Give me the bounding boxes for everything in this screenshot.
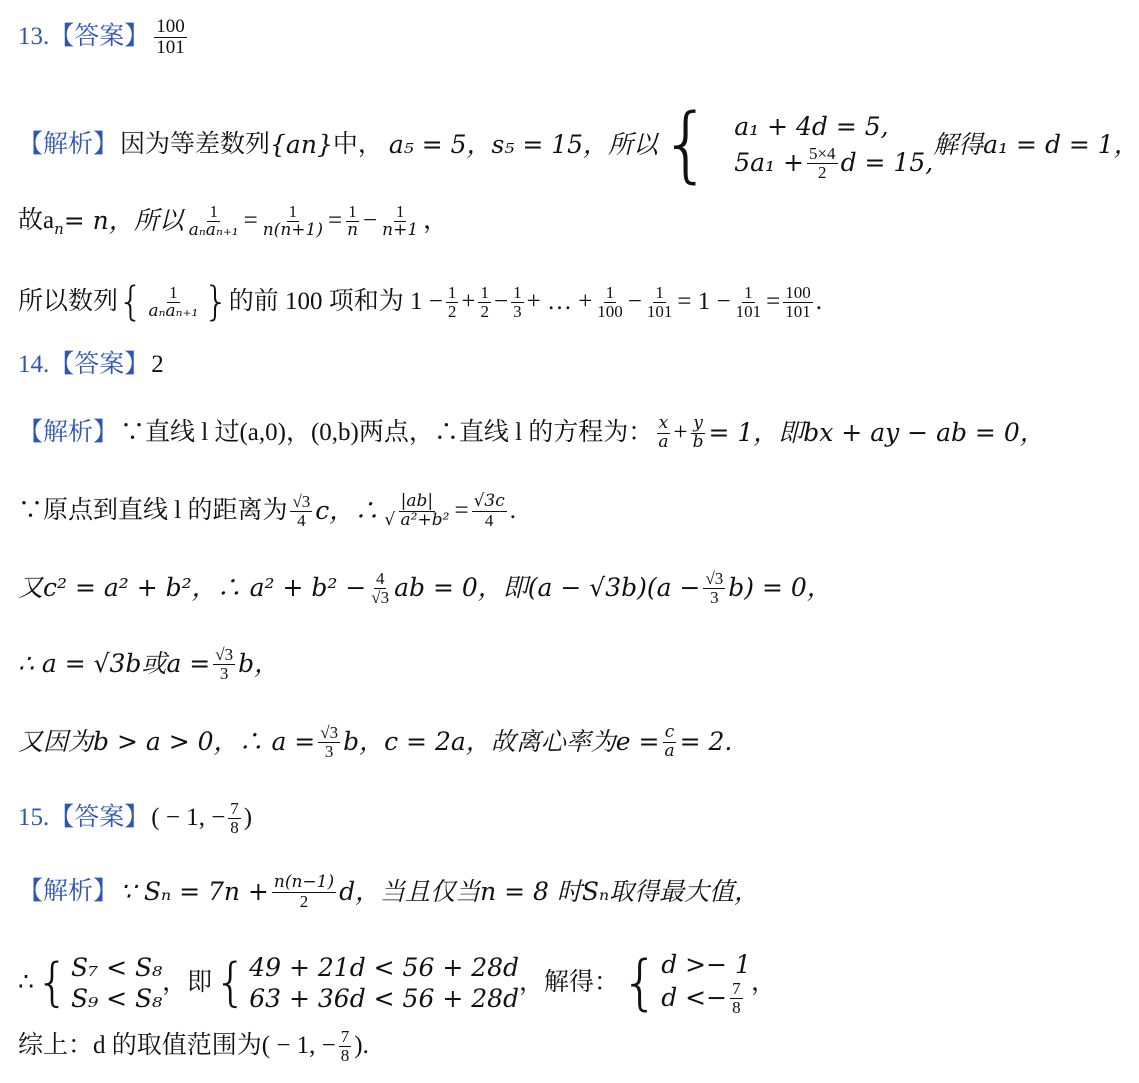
equals: = (327, 207, 343, 235)
text: b) = 0， (728, 573, 832, 603)
right-brace-icon: } (203, 279, 229, 325)
fraction: $\frac{1}{n+1}$ (382, 202, 419, 240)
text: ). (354, 1032, 369, 1060)
solution: 解得a₁ = d = 1， (933, 130, 1139, 159)
fraction: $\frac{1}{100}$ (597, 282, 623, 321)
inequality: S₉ < S₈ (71, 984, 163, 1014)
text: 的前 100 项和为 1 − (228, 288, 443, 315)
period: . (815, 288, 822, 315)
question-number: 14. (18, 351, 50, 378)
text: c，∴ (315, 496, 380, 526)
q14-line-5 (18, 724, 732, 761)
equation: a₁ + 4d = 5, (734, 111, 889, 141)
text: d，当且仅当n = 8 时Sₙ取得最大值， (339, 877, 760, 907)
fraction: $\frac{1}{n}$ (347, 202, 359, 240)
answer-tag: 【答案】 (49, 23, 150, 51)
inequality-system (71, 952, 162, 1015)
text: 又c² = a² + b²，∴ a² + b² − (18, 573, 367, 603)
answer-value: 2 (151, 351, 164, 378)
fraction: $\frac{1}{\text{aₙaₙ₊₁}}$ (148, 282, 199, 321)
text: b， (238, 649, 280, 679)
equation: 5a₁ + (734, 148, 804, 177)
answer-tag: 【答案】 (49, 804, 150, 832)
q14-line-2 (18, 493, 516, 530)
fraction: $\frac{x}{a}$ (658, 413, 669, 452)
equals: = (243, 207, 258, 235)
analysis-tag: 【解析】 (18, 419, 119, 447)
question-number: 15. (18, 804, 50, 832)
fraction: $\frac{7}{8}$ (230, 799, 239, 837)
math: a₅ = 5，s₅ = 15，所以 (388, 130, 659, 159)
minus: − (627, 288, 642, 315)
equals: = (454, 497, 469, 525)
left-brace-icon: { (660, 97, 713, 192)
q13-line-3 (18, 279, 822, 325)
fraction: $\frac{y}{b}$ (692, 413, 704, 452)
plus: + (461, 288, 476, 315)
q14-line-3 (18, 570, 832, 607)
q15-summary-line (18, 1028, 369, 1065)
fraction: $\frac{|ab|}{\text{√ a²+b²}}$ (384, 491, 450, 530)
text: 中， (332, 131, 383, 158)
analysis-tag: 【解析】 (18, 131, 119, 158)
equals: = (766, 288, 781, 315)
fraction: $\frac{√3}{3}$ (320, 723, 339, 761)
fraction: $\frac{1}{3}$ (513, 282, 522, 321)
answer-tag: 【答案】 (49, 351, 150, 378)
period: . (509, 497, 516, 525)
text: 所以数列 (18, 288, 119, 315)
text: ∵原点到直线 l 的距离为 (18, 497, 288, 525)
left-brace-icon: { (214, 953, 248, 1014)
fraction: $\frac{1}{101}$ (735, 282, 762, 321)
text: ∴ a = √3b或a = (18, 649, 211, 679)
text: ∵ Sₙ = 7n + (120, 877, 269, 907)
plus: + (673, 419, 688, 447)
fraction: $\frac{1}{\text{aₙaₙ₊₁}}$ (188, 202, 239, 240)
equation: d = 15, (840, 148, 934, 177)
inequality: d <− (661, 983, 728, 1013)
q13-answer-line (18, 17, 190, 58)
question-number: 13. (18, 23, 50, 51)
q14-answer-line (18, 350, 164, 380)
fraction: $\frac{1}{2}$ (480, 282, 489, 321)
q15-answer-line (18, 800, 252, 837)
fraction: $\frac{1}{101}$ (646, 282, 673, 321)
analysis-tag: 【解析】 (18, 878, 119, 906)
text: 又因为b > a > 0，∴ a = (18, 727, 316, 757)
ellipsis: + … + (526, 288, 593, 315)
text: ，即 (162, 969, 213, 997)
denominator: 101 (156, 36, 185, 58)
comma: ， (750, 969, 776, 997)
numerator: 5×4 (808, 143, 836, 163)
q14-analysis-line (18, 415, 1045, 452)
text: ( − 1, − (151, 804, 226, 832)
comma: ， (423, 207, 449, 235)
text: = 1，即bx + ay − ab = 0， (708, 418, 1045, 448)
text: ab = 0，即(a − √3b)(a − (394, 573, 701, 603)
left-brace-icon: { (35, 953, 69, 1014)
left-brace-icon: { (621, 948, 660, 1019)
fraction: $\frac{4}{√3}$ (371, 569, 390, 607)
minus: − (363, 207, 378, 235)
fraction: $\frac{c}{a}$ (664, 722, 675, 761)
minus: − (493, 288, 509, 315)
fraction: $\frac{√3}{3}$ (215, 645, 234, 683)
fraction: $\frac{7}{8}$ (732, 979, 741, 1017)
q15-line-2 (18, 950, 776, 1017)
equals-one-minus: = 1 − (677, 288, 731, 315)
fraction: $\frac{1}{2}$ (447, 282, 457, 321)
equation-system (734, 109, 933, 182)
denominator: 2 (818, 162, 827, 182)
fraction: $\frac{√3}{3}$ (705, 569, 724, 607)
fraction: $\frac{100}{101}$ (785, 282, 811, 321)
solution-system (661, 950, 751, 1017)
inequality: 63 + 36d < 56 + 28d (249, 984, 520, 1014)
inequality: S₇ < S₈ (71, 953, 163, 983)
fraction: $\frac{1}{n(n+1)}$ (262, 202, 323, 240)
text: 因为等差数列 (120, 131, 271, 158)
left-brace-icon: { (118, 279, 144, 325)
text: 综上：d 的取值范围为( − 1, − (18, 1032, 336, 1060)
text: b，c = 2a，故离心率为e = (343, 727, 660, 757)
fraction: $\frac{√3c}{4}$ (473, 491, 505, 530)
inequality: 49 + 21d < 56 + 28d (249, 953, 520, 983)
text: ∵直线 l 过(a,0)，(0,b)两点，∴直线 l 的方程为： (120, 419, 654, 447)
fraction: $\frac{7}{8}$ (340, 1027, 350, 1065)
text: ，解得： (519, 969, 620, 997)
q13-analysis-line (18, 97, 1139, 192)
fraction: $\frac{n(n-1)}{2}$ (273, 872, 335, 911)
numerator: 100 (156, 16, 185, 37)
math: {an} (270, 130, 333, 159)
q13-line-2 (18, 203, 448, 240)
q15-analysis-line (18, 874, 759, 911)
inequality-system (249, 952, 519, 1015)
text: 故$a_n$ (18, 207, 64, 239)
therefore: ∴ (18, 969, 34, 997)
q14-line-4 (18, 646, 279, 683)
text: = 2. (679, 727, 733, 757)
answer-fraction (154, 17, 187, 58)
text: ) (243, 804, 253, 832)
fraction (807, 145, 838, 182)
inequality: d >− 1 (661, 950, 751, 979)
fraction: $\frac{√3}{4}$ (292, 492, 311, 530)
text: = n，所以 (63, 206, 184, 236)
